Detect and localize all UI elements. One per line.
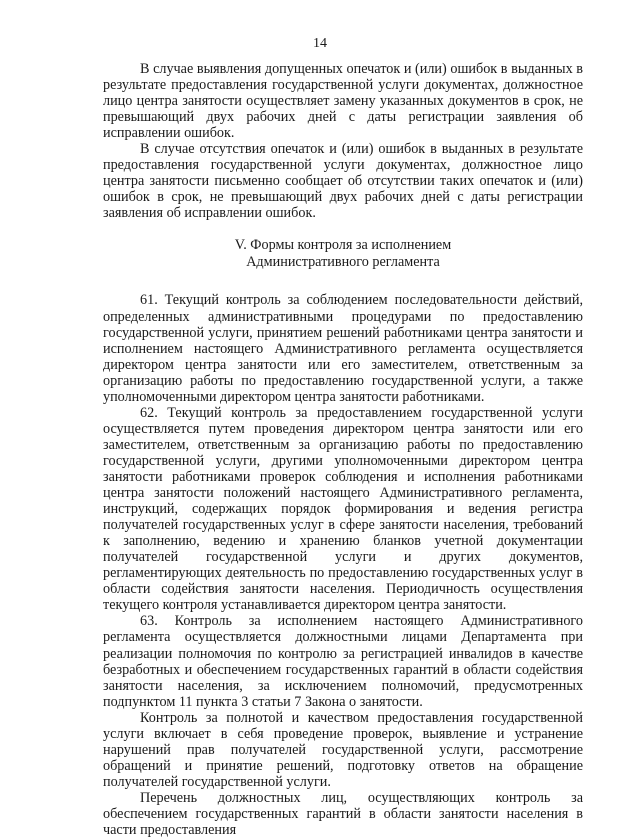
paragraph-62: 62. Текущий контроль за предоставлением государственной услуги осуществляется путем проведения директором центра занятости или его заместителем, ответственным за организацию работы по предоставлению государственной услуги, другими уполномоченными директором центра занятости работниками проверок соблюдения и исполнения работниками центра занятости положений настоящего Административного регламента, инструкций, содержащих порядок формирования и ведения регистра получателей государственных услуг в сфере занятости населения, требований к заполнению, ведению и хранению бланков учетной документации получателей государственной услуги и других документов, регламентирующих деятельность по предоставлению государственных услуг в области содействия занятости населения. Периодичность осуществления текущего контроля устанавливается директором центра занятости.	[103, 404, 583, 614]
section-heading	[103, 237, 583, 270]
paragraph-correction-errors: В случае выявления допущенных опечаток и (или) ошибок в выданных в результате предоставления государственной услуги документах, должностное лицо центра занятости осуществляет замену указанных документов в срок, не превышающий двух рабочих дней с даты регистрации заявления об исправлении ошибок.	[103, 61, 583, 142]
paragraph-61: 61. Текущий контроль за соблюдением последовательности действий, определенных административными процедурами по предоставлению государственной услуги, принятием решений работниками центра занятости и исполнением настоящего Административного регламента осуществляется директором центра занятости или его заместителем, ответственным за организацию работы по предоставлению государственной услуги, а также уполномоченными директором центра занятости работниками.	[103, 292, 583, 405]
paragraph-officials-list: Перечень должностных лиц, осуществляющих контроль за обеспечением государственных гарантий в области занятости населения в части предоставления	[103, 789, 583, 838]
paragraph-no-errors: В случае отсутствия опечаток и (или) ошибок в выданных в результате предоставления государственной услуги документах, должностное лицо центра занятости письменно сообщает об отсутствии таких опечаток и (или) ошибок в срок, не превышающий двух рабочих дней с даты регистрации заявления об исправлении ошибок.	[103, 141, 583, 222]
paragraph-63: 63. Контроль за исполнением настоящего Административного регламента осуществляется должностными лицами Департамента при реализации полномочия по контролю за регистрацией инвалидов в качестве безработных и обеспечением государственных гарантий в области содействия занятости населения, за исключением полномочий, предусмотренных подпунктом 11 пункта 3 статьи 7 Закона о занятости.	[103, 613, 583, 710]
section-heading-line1: V. Формы контроля за исполнением	[234, 237, 452, 254]
document-body	[103, 61, 583, 838]
paragraph-quality-control: Контроль за полнотой и качеством предоставления государственной услуги включает в себя проведение проверок, выявление и устранение нарушений прав получателей государственной услуги, рассмотрение обращений и принятие решений, подготовку ответов на обращение получателей государственной услуги.	[103, 709, 583, 790]
page-number: 14	[313, 36, 327, 51]
section-heading-line2: Административного регламента	[246, 253, 440, 270]
